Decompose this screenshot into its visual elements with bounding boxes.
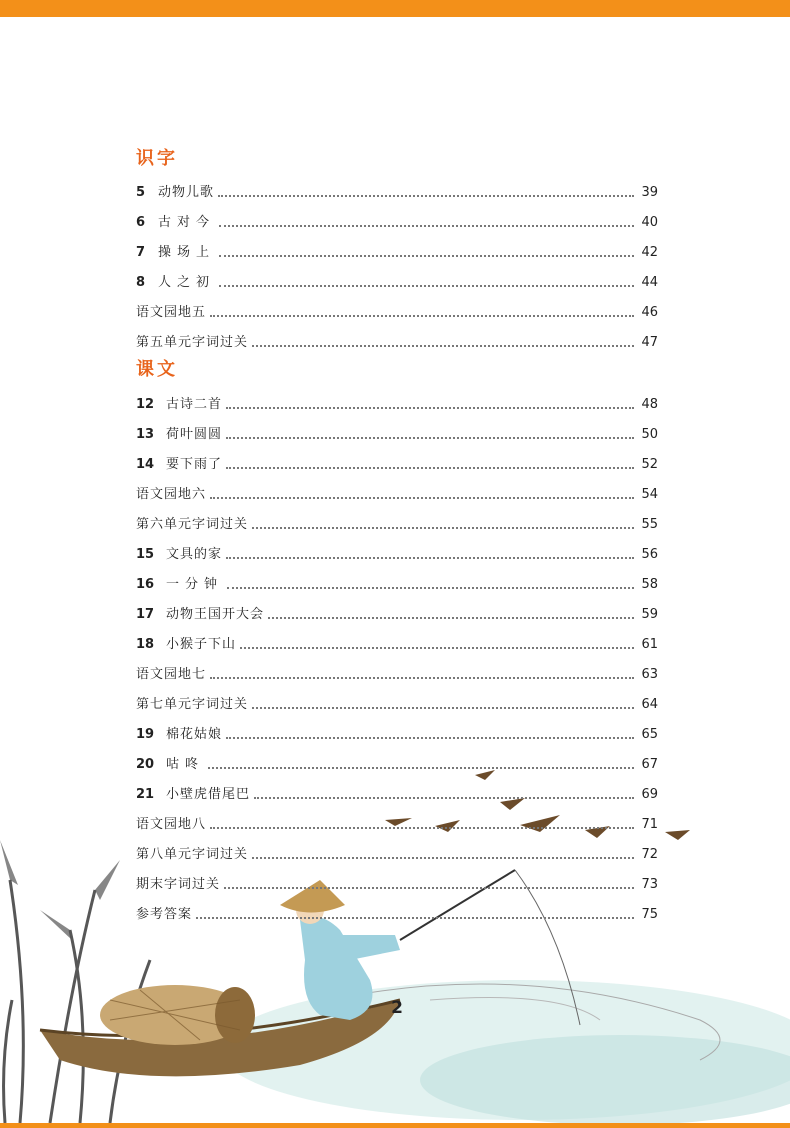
toc-entry[interactable] [136, 750, 658, 780]
page-number: 2 [391, 998, 403, 1018]
entry-page: 39 [641, 185, 658, 200]
entry-title: 棉花姑娘 [166, 727, 223, 742]
entry-page: 73 [641, 877, 658, 892]
entry-title: 操场上 [158, 245, 216, 260]
entry-page: 64 [641, 697, 658, 712]
entry-title: 第八单元字词过关 [136, 847, 249, 862]
entry-page: 71 [641, 817, 658, 832]
toc-entry[interactable] [136, 268, 658, 298]
entry-title: 小壁虎借尾巴 [166, 787, 251, 802]
toc-entry[interactable] [136, 298, 658, 328]
entry-title: 古对今 [158, 215, 216, 230]
entry-title: 古诗二首 [166, 397, 223, 412]
entry-title: 要下雨了 [166, 457, 223, 472]
entry-number: 20 [136, 757, 155, 772]
toc-entry[interactable] [136, 450, 658, 480]
entry-page: 72 [641, 847, 658, 862]
entry-number: 17 [136, 607, 155, 622]
dot-leader [252, 856, 634, 859]
entry-title: 动物王国开大会 [166, 607, 265, 622]
dot-leader [218, 194, 634, 197]
entry-number: 19 [136, 727, 155, 742]
entry-title: 第六单元字词过关 [136, 517, 249, 532]
entry-number: 13 [136, 427, 155, 442]
entry-page: 54 [641, 487, 658, 502]
dot-leader [210, 826, 634, 829]
entry-number: 15 [136, 547, 155, 562]
entry-page: 59 [641, 607, 658, 622]
toc-entry[interactable] [136, 900, 658, 930]
entry-title: 小猴子下山 [166, 637, 237, 652]
entry-page: 42 [641, 245, 658, 260]
entry-number: 21 [136, 787, 155, 802]
entry-number: 5 [136, 185, 146, 200]
entry-title: 咕咚 [166, 757, 205, 772]
dot-leader [240, 646, 634, 649]
dot-leader [219, 224, 634, 227]
entry-number: 18 [136, 637, 155, 652]
entry-title: 动物儿歌 [158, 185, 215, 200]
toc-entry[interactable] [136, 208, 658, 238]
toc-entry[interactable] [136, 420, 658, 450]
entry-page: 48 [641, 397, 658, 412]
dot-leader [252, 344, 634, 347]
entry-number: 8 [136, 275, 146, 290]
dot-leader [226, 466, 634, 469]
entry-title: 语文园地八 [136, 817, 207, 832]
table-of-contents [136, 148, 658, 930]
entry-title: 人之初 [158, 275, 216, 290]
toc-entry[interactable] [136, 178, 658, 208]
dot-leader [226, 556, 634, 559]
entry-number: 6 [136, 215, 146, 230]
toc-entry[interactable] [136, 600, 658, 630]
entry-title: 语文园地五 [136, 305, 207, 320]
toc-entry[interactable] [136, 480, 658, 510]
toc-entry[interactable] [136, 630, 658, 660]
toc-entry[interactable] [136, 840, 658, 870]
entry-number: 14 [136, 457, 155, 472]
entry-title: 荷叶圆圆 [166, 427, 223, 442]
entry-page: 50 [641, 427, 658, 442]
dot-leader [227, 586, 634, 589]
toc-entry[interactable] [136, 870, 658, 900]
dot-leader [210, 676, 634, 679]
entry-page: 63 [641, 667, 658, 682]
dot-leader [219, 254, 634, 257]
dot-leader [210, 314, 634, 317]
entry-page: 58 [641, 577, 658, 592]
entry-page: 67 [641, 757, 658, 772]
dot-leader [268, 616, 634, 619]
entry-page: 69 [641, 787, 658, 802]
toc-entry[interactable] [136, 390, 658, 420]
toc-entry[interactable] [136, 540, 658, 570]
entry-page: 44 [641, 275, 658, 290]
toc-entry[interactable] [136, 690, 658, 720]
dot-leader [196, 916, 634, 919]
dot-leader [226, 736, 634, 739]
entry-title: 一分钟 [166, 577, 224, 592]
section-title: 识字 [136, 148, 178, 169]
section-title: 课文 [136, 359, 178, 380]
entry-page: 56 [641, 547, 658, 562]
entry-page: 55 [641, 517, 658, 532]
entry-page: 75 [641, 907, 658, 922]
dot-leader [254, 796, 634, 799]
toc-entry[interactable] [136, 328, 658, 358]
dot-leader [252, 526, 634, 529]
entry-title: 文具的家 [166, 547, 223, 562]
entry-number: 7 [136, 245, 146, 260]
toc-entry[interactable] [136, 510, 658, 540]
entry-number: 12 [136, 397, 155, 412]
toc-entry[interactable] [136, 660, 658, 690]
entry-page: 52 [641, 457, 658, 472]
entry-page: 40 [641, 215, 658, 230]
entry-title: 第七单元字词过关 [136, 697, 249, 712]
entry-title: 语文园地七 [136, 667, 207, 682]
dot-leader [219, 284, 634, 287]
entry-page: 46 [641, 305, 658, 320]
bottom-accent-bar [0, 1123, 790, 1128]
entry-title: 语文园地六 [136, 487, 207, 502]
entry-page: 61 [641, 637, 658, 652]
dot-leader [252, 706, 634, 709]
dot-leader [224, 886, 634, 889]
toc-entry[interactable] [136, 810, 658, 840]
entry-title: 第五单元字词过关 [136, 335, 249, 350]
toc-entry[interactable] [136, 570, 658, 600]
top-accent-bar [0, 0, 790, 17]
dot-leader [208, 766, 634, 769]
dot-leader [210, 496, 634, 499]
entry-page: 47 [641, 335, 658, 350]
entry-number: 16 [136, 577, 155, 592]
toc-entry[interactable] [136, 780, 658, 810]
entry-title: 期末字词过关 [136, 877, 221, 892]
dot-leader [226, 406, 634, 409]
toc-entry[interactable] [136, 238, 658, 268]
entry-page: 65 [641, 727, 658, 742]
dot-leader [226, 436, 634, 439]
toc-entry[interactable] [136, 720, 658, 750]
entry-title: 参考答案 [136, 907, 193, 922]
